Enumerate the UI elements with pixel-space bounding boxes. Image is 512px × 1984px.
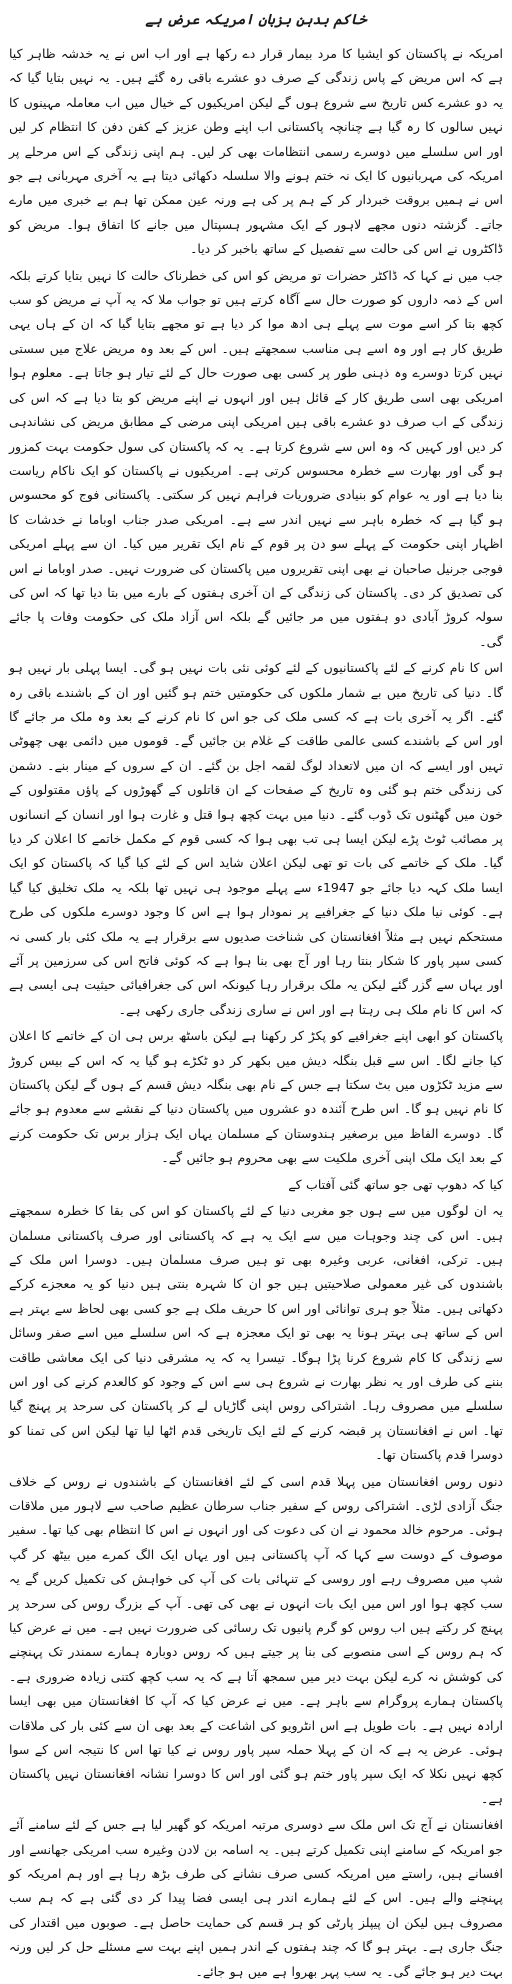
article-paragraph: یہ ان لوگوں میں سے ہوں جو مغربی دنیا کے لئے پاکستان کو اس کی بقا کا خطرہ سمجھتے ہیں۔ اس کی چند وجوہات میں سے ایک یہ ہے کہ پاکستانی اور صرف پاکستانی مسلمان ہیں۔ ترکی، افغانی، عربی وغیرہ بھی تو ہیں صرف مسلمان ہیں۔ دوسرا اس ملک کے باشندوں کی غیر معمولی صلاحیتیں ہیں جو ان کا شہرہ بنتی ہیں دنیا کو یہ معجزے کرکے دکھاتی ہیں۔ مثلاً جو ہری توانائی اور اس کا حریف ملک ہے جو کسی بھی لحاظ سے بہتر ہے اس کے ساتھ ہی بہتر ہونا یہ بھی تو ایک معجزہ ہے کہ اس سلسلے میں اسے صفر وسائل سے زندگی کا کام شروع کرنا پڑا ہوگا۔ تیسرا یہ کہ یہ مشرقی دنیا کی ایک معاشی طاقت بننے کی طرف اور یہ نظر بھارت نے شروع ہی سے اس کے وجود کو کالعدم کرنے کی اور اس سلسلے میں مصروف رہا۔ اشتراکی روس اپنی گاڑیاں لے کر پاکستان کی سرحد پر پہنچ گیا تھا۔ اس نے افغانستان پر قبضہ کرنے کے لئے ایک تاریخی قدم اٹھا لیا تھا لیکن اس کی تمنا کو دوسرا قدم پاکستان تھا۔ — [9, 1203, 503, 1463]
article-title: خاکم بدہن بزبان امریکہ عرض ہے — [145, 12, 367, 28]
article-paragraph: پاکستان کو ابھی اپنے جغرافیے کو پکڑ کر رکھنا ہے لیکن باسٹھ برس ہی ان کے خاتمے کا اعلان کیا جانے لگا۔ اس سے قبل بنگلہ دیش میں بکھر کر دو ٹکڑے ہو گیا یہ کہ اس کے بیس کروڑ سے مزید ٹکڑوں میں بٹ سکتا ہے جس کے نام بھی بنگلہ دیش قسم کے ہوں گے لیکن پاکستان کا نام نہیں ہو گا۔ اس طرح آئندہ دو عشروں میں پاکستان دنیا کے نقشے سے معدوم ہو جائے گا۔ دوسرے الفاظ میں برصغیر ہندوستان کے مسلمان یہاں ایک ہزار برس تک حکومت کرنے کے بعد ایک ملک اپنی آخری ملکیت سے بھی محروم ہو جائیں گے۔ — [9, 1028, 503, 1166]
article-paragraph: جب میں نے کہا کہ ڈاکٹر حضرات تو مریض کو اس کی خطرناک حالت کا نہیں بتایا کرتے بلکہ اس کے ذمہ داروں کو صورت حال سے آگاہ کرتے ہیں تو جواب ملا کہ یہ آپ نے مریض کو سب کچھ بتا کر اسے موت سے پہلے ہی ادھ موا کر دیا ہے تو مجھے بتایا گیا کہ ان کے ہاں یہی طریق کار ہے اور وہ اسے ہی مناسب سمجھتے ہیں۔ اس کے بعد وہ مریض علاج میں سستی نہیں کرتا دوسرے وہ ذہنی طور پر کسی بھی صورت حال کے لئے تیار ہو جاتا ہے۔ معلوم ہوا امریکی بھی اسی طریق کار کے قائل ہیں اور انہوں نے اپنے مریض کو بتا دیا ہے کہ اس کی زندگی کے اب صرف دو عشرے باقی ہیں امریکی اپنی مرضی کے مطابق مریض کی نشاندہی کر دیں اور کہیں کہ وہ اس سے شروع کرتا ہے۔ یہ کہ پاکستان کی سول حکومت بہت کمزور ہو گی اور بھارت سے خطرہ محسوس کرتی ہے۔ امریکیوں نے پاکستان کو ایک ناکام ریاست بنا دیا ہے اور یہ عوام کو بنیادی ضروریات فراہم نہیں کر سکتی۔ پاکستانی فوج کو محسوس ہو گیا ہے کہ خطرہ باہر سے نہیں اندر سے ہے۔ امریکی صدر جناب اوباما نے خدشات کا اظہار اپنی حکومت کے پہلے سو دن پر قوم کے نام ایک تقریر میں کیا۔ ان سے پہلے امریکی فوجی جرنیل صاحبان نے بھی اپنی تقریروں میں پاکستان کی ضرورت نہیں۔ صدر اوباما نے اس کی تصدیق کر دی۔ پاکستان کی زندگی کے ان آخری ہفتوں کے بارے میں بتا دیا تھا کہ اس کی سولہ کروڑ آبادی دو ہفتوں میں مر جائیں گے بلکہ اس آزاد ملک کی حکومت وفات پا جائے گی۔ — [9, 267, 503, 649]
article-paragraph: اس کا نام کرنے کے لئے پاکستانیوں کے لئے کوئی نئی بات نہیں ہو گی۔ ایسا پہلی بار نہیں ہو گا۔ دنیا کی تاریخ میں بے شمار ملکوں کی حکومتیں ختم ہو گئیں اور ان کے باشندے باقی رہ گئے۔ اگر یہ آخری بات ہے کہ کسی ملک کی جو اس کا نام کرنے کے بعد وہ ملک مر جائے گا اور اس کے باشندے کسی عالمی طاقت کے غلام بن جائیں گے۔ قوموں میں دائمی بھی چھوٹی تہیں اور ایسے کہ ان میں لاتعداد لوگ لقمہ اجل بن گئے۔ ان کے سروں کے مینار بنے۔ دشمن کی زندگی ختم ہو گئی وہ تاریخ کے صفحات کے ان قاتلوں کے گھوڑوں کے پاؤں مقتولوں کے خون میں گھٹنوں تک ڈوب گئے۔ دنیا میں بہت کچھ ہوا قتل و غارت ہوا اور انسان کے انسانوں پر مصائب ٹوٹ پڑے لیکن ایسا ہی تب بھی ہوا کہ کسی قوم کے مکمل خاتمے کا اعلان کر دیا گیا۔ ملک کے خاتمے کی بات تو تھی لیکن اعلان شاید اس کے لئے کیا گیا کہ پاکستان کو ایک ایسا ملک کہہ دیا جائے جو 1947ء سے پہلے موجود ہی نہیں تھا بلکہ یہ ملک تخلیق کیا گیا ہے۔ کوئی نیا ملک دنیا کے جغرافیے پر نمودار ہوا ہے اس کا وجود دوسرے ملکوں کی طرح مستحکم نہیں ہے مثلاً افغانستان کی شناخت صدیوں سے برقرار ہے یہ ملک کئی بار کسی نہ کسی سپر پاور کا شکار بنتا رہا اور آج بھی بنا ہوا ہے کہ کوئی فاتح اس کی سرزمین پر آئے اور یہاں سے گزر گئے لیکن یہ ملک برقرار رہا کیونکہ اس کی جغرافیائی حیثیت ہی ایسی ہے کہ اس کا نام ملک ہی رہتا ہے اور اس نے ساری زندگی جاری رکھی ہے۔ — [9, 660, 503, 1017]
article-body — [9, 42, 503, 1984]
article-paragraph: امریکہ نے پاکستان کو ایشیا کا مرد بیمار قرار دے رکھا ہے اور اب اس نے یہ خدشہ ظاہر کیا ہے کہ اس مریض کے پاس زندگی کے صرف دو عشرے باقی رہ گئے ہیں۔ یہ نہیں بتایا گیا کہ یہ دو عشرے کس تاریخ سے شروع ہوں گے لیکن امریکیوں کے خیال میں اب معاملہ مہینوں کا نہیں سالوں کا رہ گیا ہے چنانچہ پاکستانی اب اپنے وطن عزیز کے کفن دفن کا انتظام کر لیں اور اس سلسلے میں دوسرے رسمی انتظامات بھی کر لیں۔ ہم اپنی زندگی کے اس مرحلے پر امریکہ کی مہربانیوں کا ایک نہ ختم ہونے والا سلسلہ دکھائی دیتا ہے یہ آخری مہربانی ہے جو اس نے ہمیں بروقت خبردار کر کے ہم پر کی ہے ورنہ عین ممکن تھا ہم بے خبری میں مارے جاتے۔ گزشتہ دنوں مجھے لاہور کے ایک مشہور ہسپتال میں جانے کا اتفاق ہوا۔ مریض کو ڈاکٹروں نے اس کی حالت سے تفصیل کے ساتھ باخبر کر دیا۔ — [9, 46, 503, 257]
article-paragraph: کیا کہ دھوپ تھی جو ساتھ گئی آفتاب کے — [288, 1176, 503, 1192]
article-paragraph: افغانستان نے آج تک اس ملک سے دوسری مرتبہ امریکہ کو گھیر لیا ہے جس کے لئے سامنے آئے جو امریکہ کے سامنے اپنی تکمیل کرتے ہیں۔ یہ اسامہ بن لادن وغیرہ سب امریکی جھانسے اور افسانے ہیں، راستے میں امریکہ کسی صرف نشانے کی طرف بڑھ رہا ہے اور ہم امریکہ کو پہنچنے والے ہیں۔ اس کے لئے ہمارے اندر ہی ایسی فضا پیدا کر دی گئی ہے کہ ہم سب مصروف ہیں لیکن ان پیپلز پارٹی کو ہر قسم کی حمایت حاصل ہے۔ صوبوں میں اقتدار کی جنگ جاری ہے۔ بہتر ہو گا کہ چند ہفتوں کے اندر ہمیں اپنے بہت سے مسئلے حل کر لیں ورنہ بہت دیر ہو جائے گی۔ یہ سب پہر بھروا ہے میں ہو جائے۔ — [9, 1817, 503, 1979]
article-paragraph: دنوں روس افغانستان میں پہلا قدم اسی کے لئے افغانستان کے باشندوں نے روس کے خلاف جنگ آزادی لڑی۔ اشتراکی روس کے سفیر جناب سرطان عظیم صاحب سے لاہور میں ملاقات ہوئی۔ مرحوم خالد محمود نے ان کی دعوت کی اور انہوں نے اس کا انتظام بھی کیا تھا۔ سفیر موصوف کے دوست سے کہا کہ آپ پاکستانی ہیں اور یہاں ایک الگ کمرے میں بیٹھ کر گپ شپ میں مصروف رہے اور روسی کے تنہائی بات کی آپ کی خواہش کی تکمیل کریں گے یہ سب کچھ ہوا اور اس میں ایک بات انہوں نے بھی کی تھی۔ آپ کے بزرگ روس کی سرحد پر پہنچ کر رکتے ہیں اب روس کو گرم پانیوں تک رسائی کی ضرورت نہیں ہے۔ میں نے عرض کیا کہ ہم روس کے اسی منصوبے کی بنا پر جیتے ہیں کہ روس دوبارہ ہمارے سمندر تک پہنچنے کی کوشش نہ کرے لیکن بہت دیر میں سمجھ آتا ہے کہ یہ سب کچھ کتنی زیادہ ضروری ہے۔ پاکستان ہمارے پروگرام سے باہر ہے۔ میں نے عرض کیا کہ آپ کا افغانستان میں بھی ایسا ارادہ نہیں ہے۔ بات طویل ہے اس انٹرویو کی اشاعت کے بعد بھی ان سے کئی بار کی ملاقات ہوئی۔ عرض یہ ہے کہ ان کے پہلا حملہ سپر پاور روس نے کیا تھا اس کا نتیجہ اس کے سوا کچھ نہیں نکلا کہ ایک سپر پاور ختم ہو گئی اور اس کا دوسرا نشانہ افغانستان نہیں پاکستان ہے۔ — [9, 1473, 503, 1806]
